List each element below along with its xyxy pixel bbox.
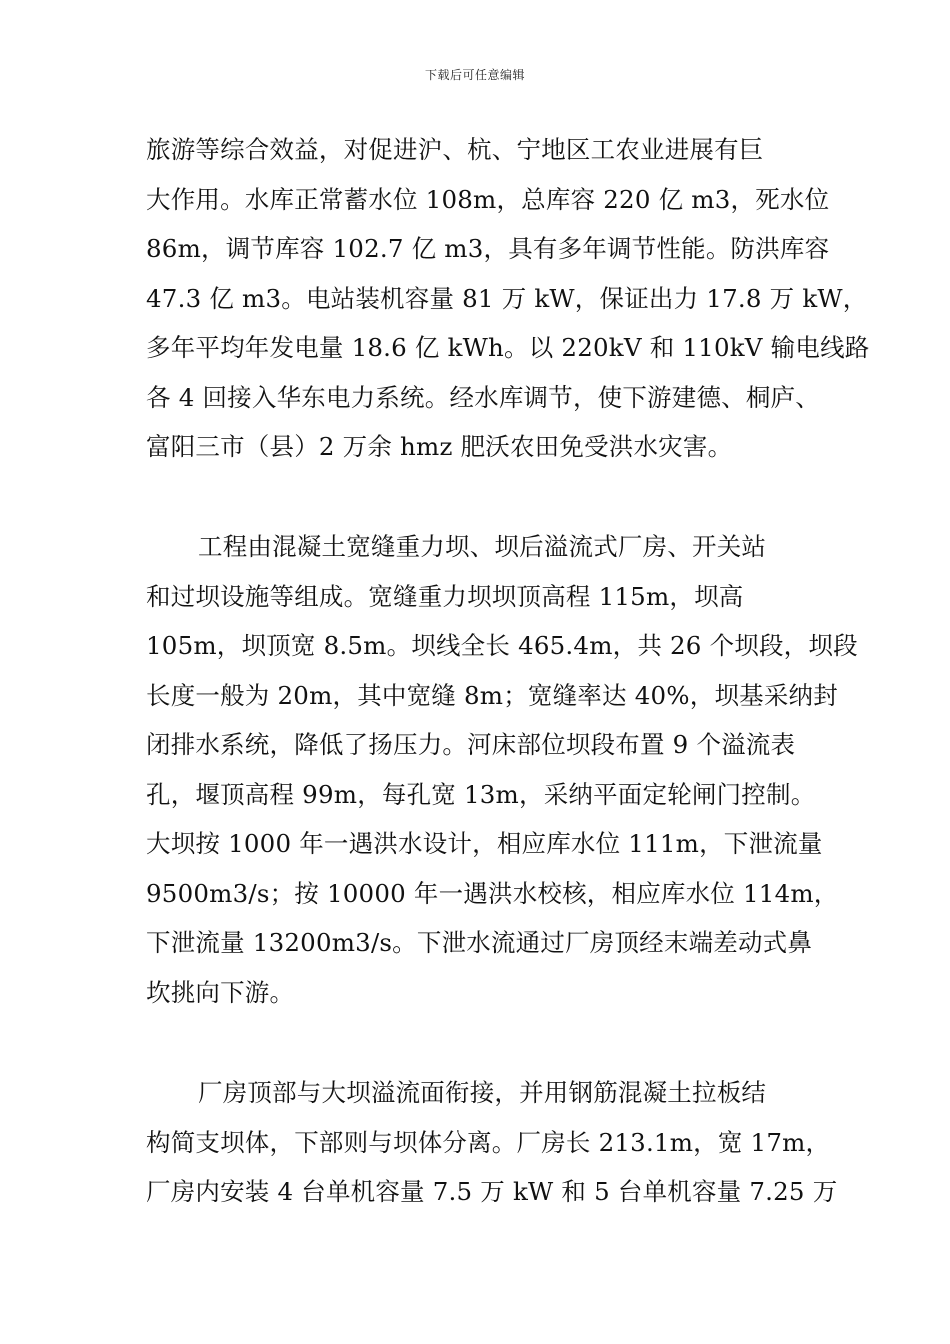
text-line: 86m，调节库容 102.7 亿 m3，具有多年调节性能。防洪库容	[146, 234, 830, 263]
text-line: 厂房顶部与大坝溢流面衔接，并用钢筋混凝土拉板结	[198, 1078, 767, 1107]
text-line: 长度一般为 20m，其中宽缝 8m；宽缝率达 40%，坝基采纳封	[146, 680, 838, 710]
text-line: 各 4 回接入华东电力系统。经水库调节，使下游建德、桐庐、	[146, 382, 820, 412]
text-line: 厂房内安装 4 台单机容量 7.5 万 kW 和 5 台单机容量 7.25 万	[146, 1177, 838, 1206]
text-line: 孔，堰顶高程 99m，每孔宽 13m，采纳平面定轮闸门控制。	[146, 779, 816, 809]
text-line: 构简支坝体，下部则与坝体分离。厂房长 213.1m，宽 17m，	[146, 1127, 831, 1157]
text-line: 坎挑向下游。	[146, 977, 295, 1007]
text-line: 105m，坝顶宽 8.5m。坝线全长 465.4m，共 26 个坝段，坝段	[146, 631, 858, 660]
text-line: 多年平均年发电量 18.6 亿 kWh。以 220kV 和 110kV 输电线路	[146, 333, 870, 362]
text-line: 47.3 亿 m3。电站装机容量 81 万 kW，保证出力 17.8 万 kW，	[146, 283, 868, 313]
text-line: 和过坝设施等组成。宽缝重力坝坝顶高程 115m，坝高	[146, 581, 744, 611]
paragraph-1	[146, 135, 870, 484]
text-line: 富阳三市（县）2 万余 hmz 肥沃农田免受洪水灾害。	[146, 432, 733, 461]
text-line: 下泄流量 13200m3/s。下泄水流通过厂房顶经末端差动式鼻	[146, 928, 813, 957]
text-line: 9500m3/s；按 10000 年一遇洪水校核，相应库水位 114m，	[146, 878, 839, 908]
paragraph-3	[146, 1078, 838, 1229]
text-line: 旅游等综合效益，对促进沪、杭、宁地区工农业进展有巨	[146, 135, 764, 164]
paragraph-2	[146, 532, 858, 1029]
text-line: 大坝按 1000 年一遇洪水设计，相应库水位 111m，下泄流量	[146, 829, 823, 858]
text-line: 大作用。水库正常蓄水位 108m，总库容 220 亿 m3，死水位	[146, 184, 830, 214]
text-line: 闭排水系统，降低了扬压力。河床部位坝段布置 9 个溢流表	[146, 730, 796, 759]
text-line: 工程由混凝土宽缝重力坝、坝后溢流式厂房、开关站	[198, 532, 767, 561]
page-header: 下载后可任意编辑	[424, 68, 525, 82]
